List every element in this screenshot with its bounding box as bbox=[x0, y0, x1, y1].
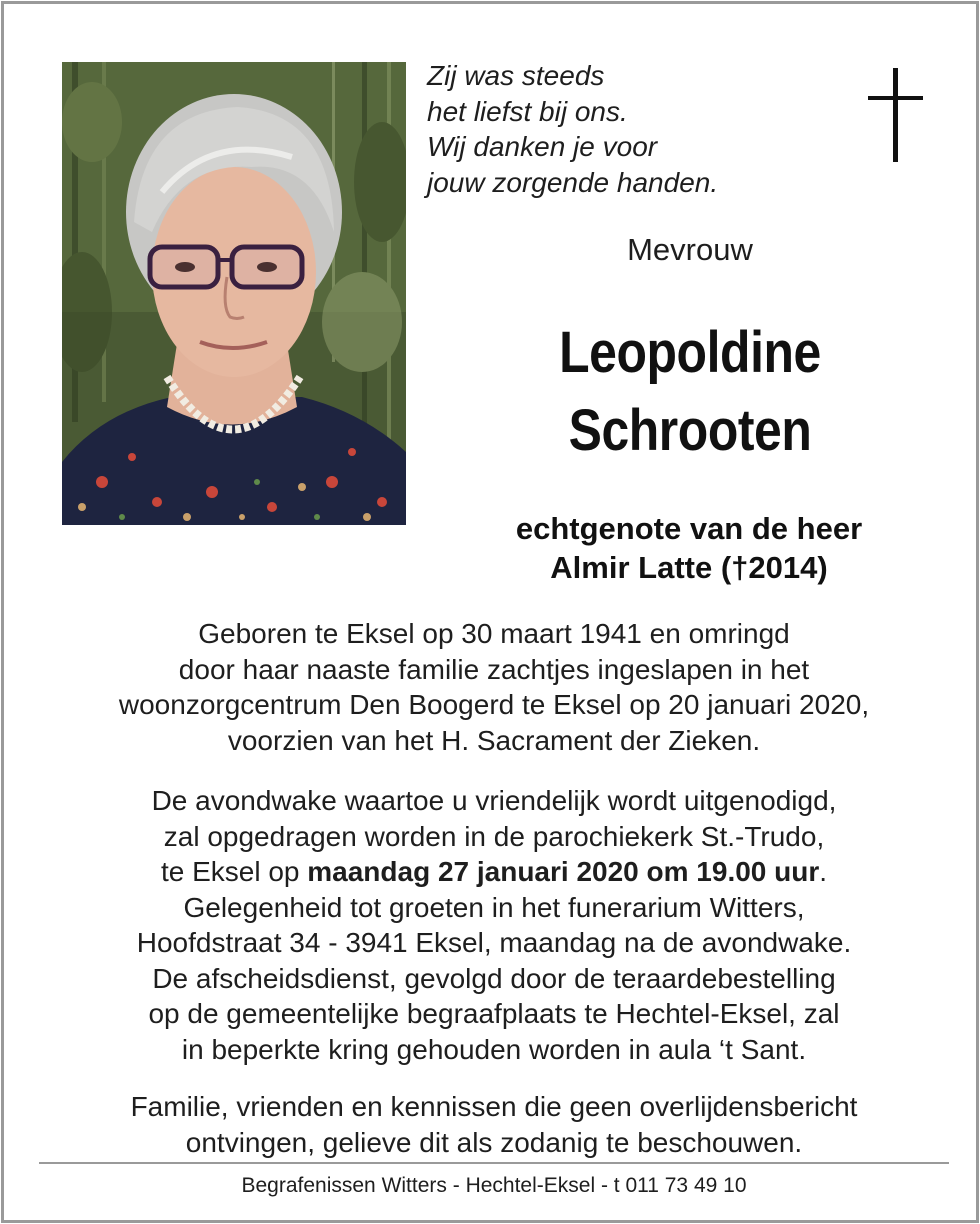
paragraph-line: door haar naaste familie zachtjes ingeslapen in het bbox=[178, 653, 810, 685]
paragraph-line: Familie, vrienden en kennissen die geen overlijdensbericht bbox=[130, 1091, 858, 1122]
paragraph-line: in beperkte kring gehouden worden in aula ‘t Sant. bbox=[181, 1033, 807, 1065]
paragraph-line: voorzien van het H. Sacrament der Zieken. bbox=[227, 724, 761, 756]
paragraph-line: Geboren te Eksel op 30 maart 1941 en omringd bbox=[198, 618, 790, 649]
spouse-info bbox=[444, 509, 934, 587]
spouse-line-2: Almir Latte (†2014) bbox=[550, 550, 828, 585]
paragraph-line: De avondwake waartoe u vriendelijk wordt uitgenodigd, bbox=[151, 785, 837, 816]
paragraph-line: ontvingen, gelieve dit als zodanig te beschouwen. bbox=[185, 1126, 803, 1158]
quote-line: Wij danken je voor bbox=[427, 131, 658, 162]
deceased-name bbox=[504, 314, 876, 470]
spouse-line-1: echtgenote van de heer bbox=[515, 511, 863, 546]
service-paragraph bbox=[34, 783, 954, 1067]
quote-line: Zij was steeds bbox=[427, 60, 605, 91]
divider bbox=[39, 1162, 949, 1164]
last-name: Schrooten bbox=[568, 398, 812, 463]
birth-paragraph bbox=[34, 616, 954, 758]
cross-icon bbox=[866, 68, 926, 169]
notice-paragraph bbox=[34, 1089, 954, 1160]
quote-line: jouw zorgende handen. bbox=[427, 166, 719, 198]
paragraph-line: woonzorgcentrum Den Boogerd te Eksel op 20 januari 2020, bbox=[118, 689, 870, 720]
quote-line: het liefst bij ons. bbox=[427, 95, 628, 127]
portrait-photo bbox=[62, 62, 406, 525]
paragraph-line: op de gemeentelijke begraafplaats te Hechtel-Eksel, zal bbox=[148, 998, 840, 1029]
date-prefix: te Eksel op bbox=[160, 856, 308, 887]
paragraph-line: Gelegenheid tot groeten in het funerarium Witters, bbox=[183, 891, 805, 923]
paragraph-line: zal opgedragen worden in de parochiekerk St.-Trudo, bbox=[163, 820, 825, 852]
paragraph-line bbox=[34, 854, 954, 890]
obituary-card bbox=[1, 1, 979, 1223]
paragraph-line: De afscheidsdienst, gevolgd door de teraardebestelling bbox=[152, 962, 836, 994]
first-name: Leopoldine bbox=[559, 320, 821, 385]
funeral-home-footer: Begrafenissen Witters - Hechtel-Eksel - t 011 73 49 10 bbox=[241, 1174, 747, 1197]
date-suffix: . bbox=[819, 856, 828, 887]
paragraph-line: Hoofdstraat 34 - 3941 Eksel, maandag na de avondwake. bbox=[136, 927, 852, 958]
memorial-quote bbox=[427, 58, 787, 200]
service-datetime: maandag 27 januari 2020 om 19.00 uur bbox=[307, 856, 820, 887]
honorific: Mevrouw bbox=[627, 232, 753, 267]
